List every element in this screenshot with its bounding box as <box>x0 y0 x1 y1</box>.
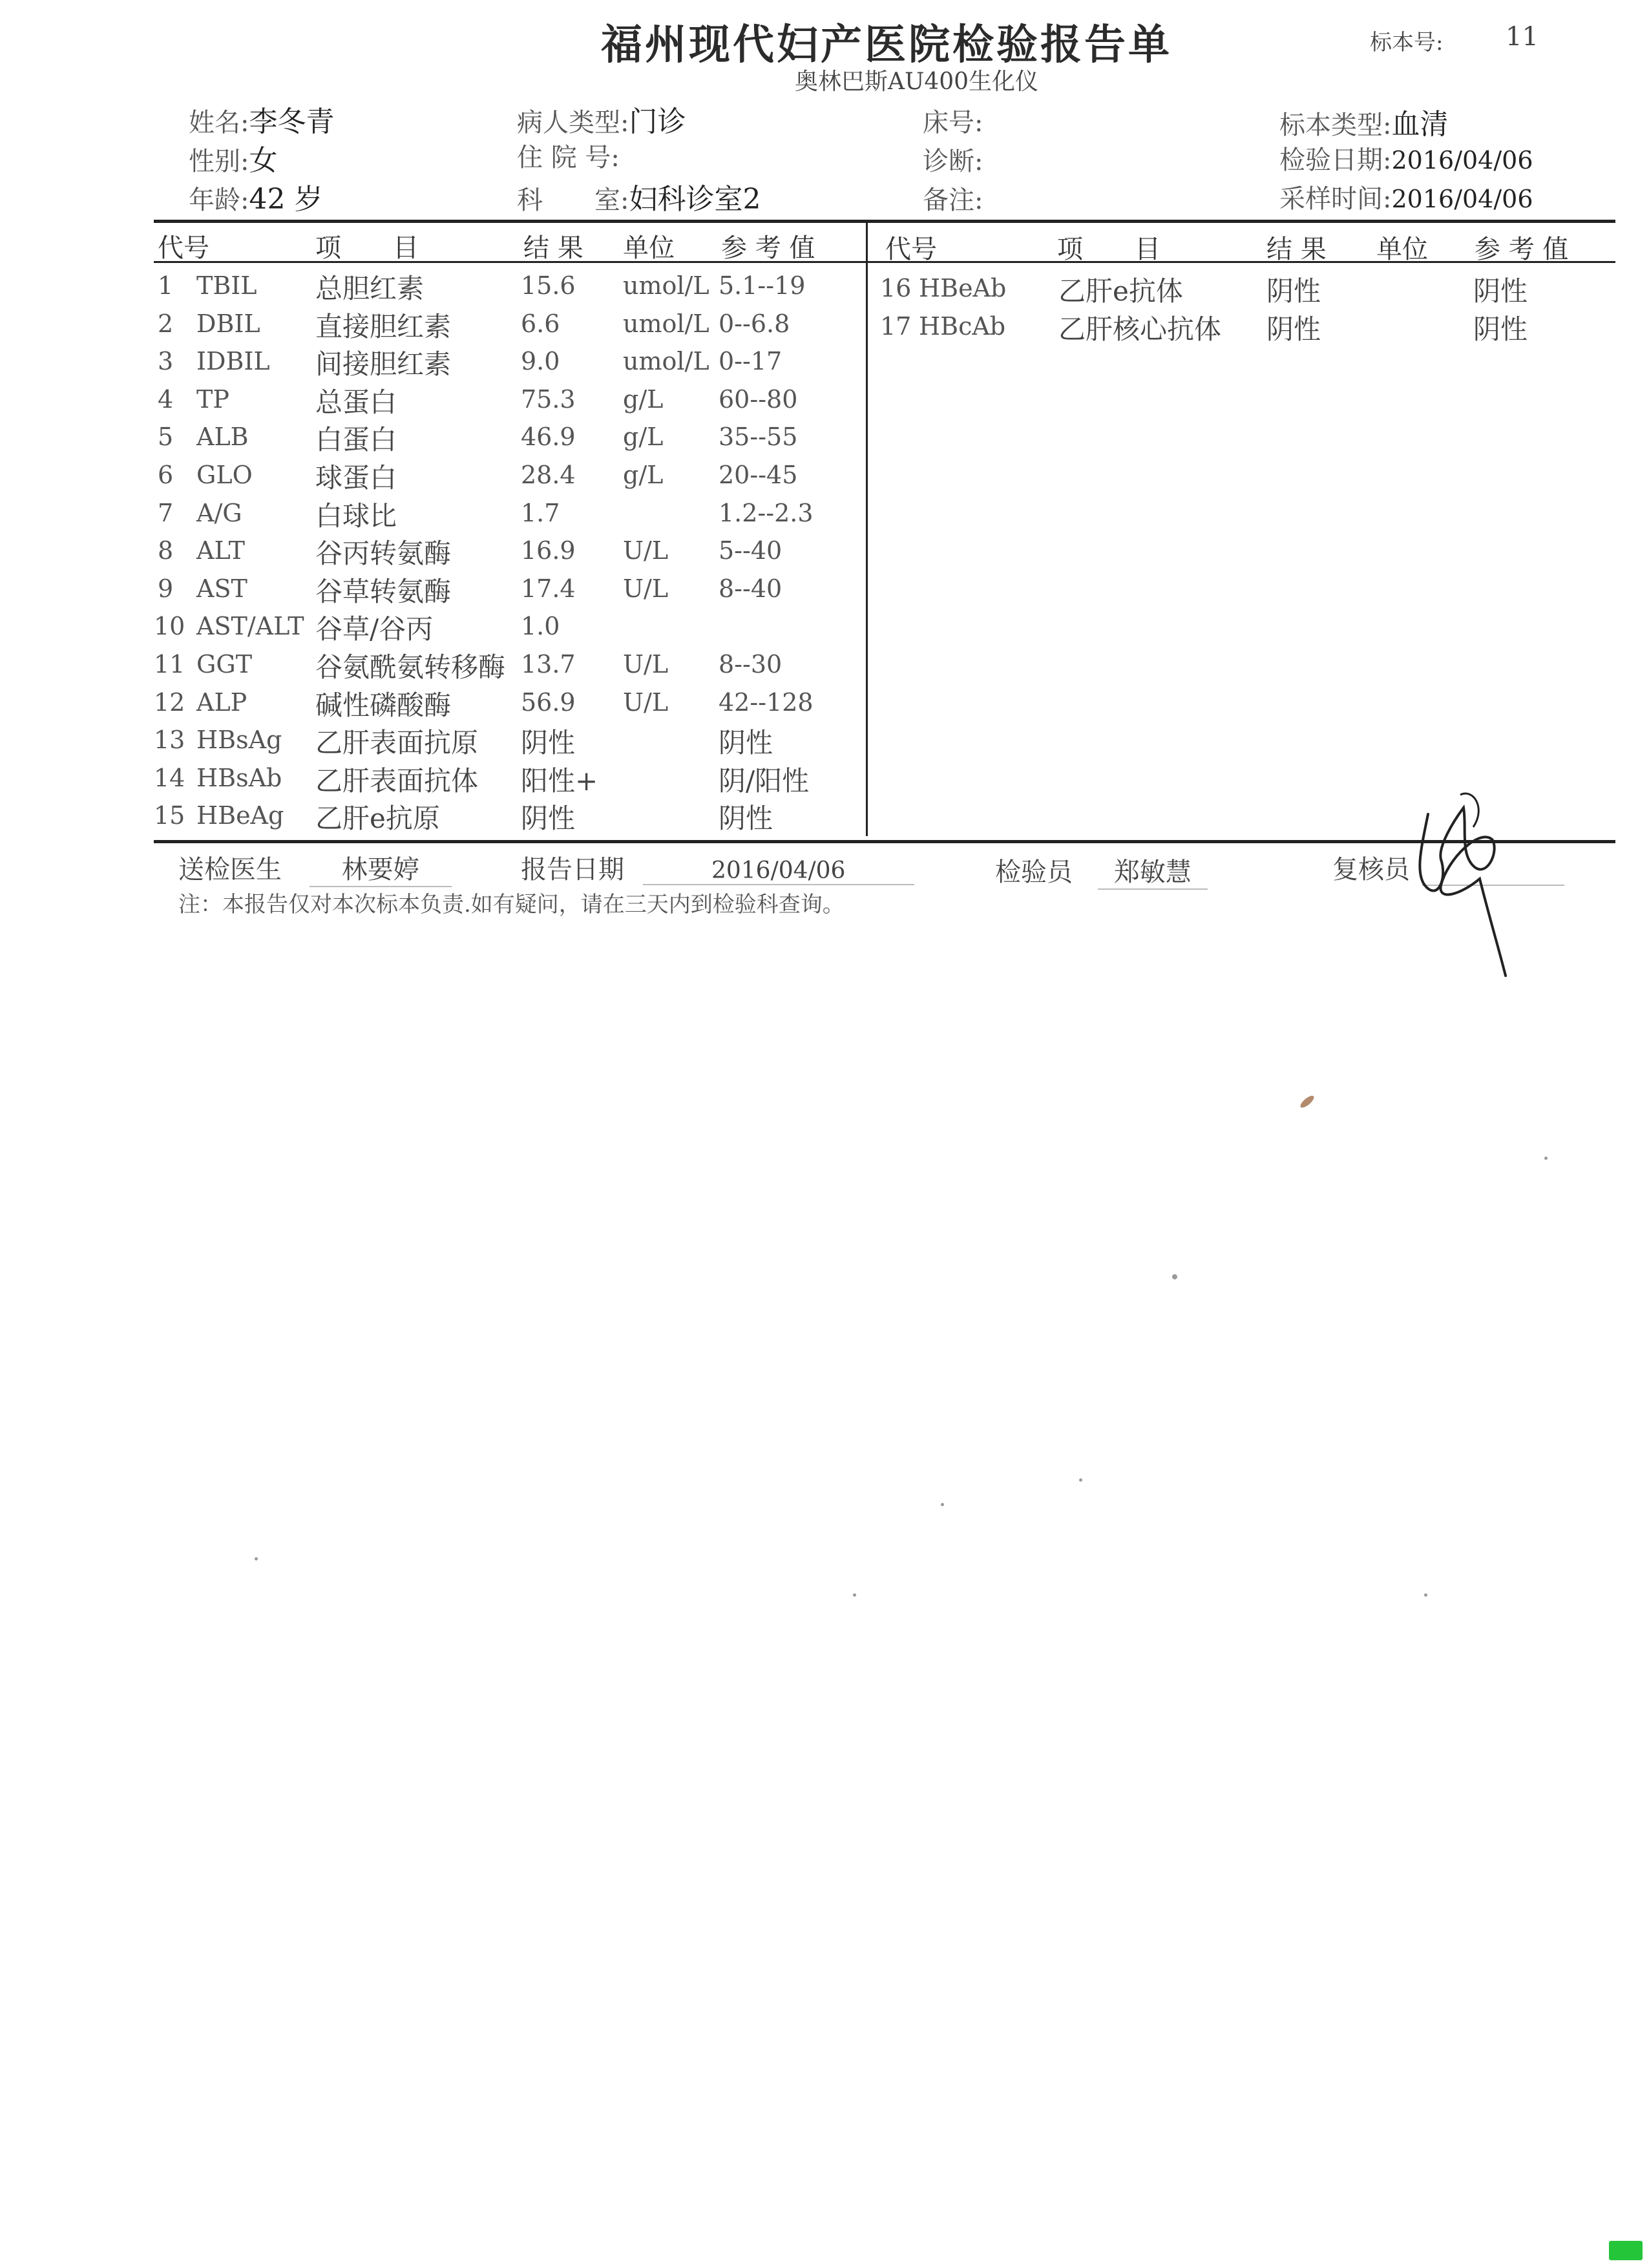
sample-time: 2016/04/06 <box>1391 185 1533 213</box>
row-result: 15.6 <box>521 271 576 300</box>
row-item: 乙肝e抗体 <box>1058 275 1183 307</box>
bed-label: 床号: <box>923 108 983 138</box>
row-code: TP <box>196 384 229 414</box>
row-ref: 阴性 <box>719 727 773 759</box>
row-ref: 60--80 <box>719 384 798 414</box>
row-unit: umol/L <box>623 271 709 300</box>
row-number: 12 <box>154 688 185 717</box>
patient-type-field <box>517 98 686 140</box>
specimen-type-label: 标本类型: <box>1279 110 1392 140</box>
row-ref: 阴性 <box>1473 313 1528 345</box>
header-unit-right: 单位 <box>1376 235 1428 264</box>
row-result: 1.0 <box>521 612 560 641</box>
report-title: 福州现代妇产医院检验报告单 <box>601 21 1172 69</box>
table-top-rule <box>154 220 1615 223</box>
header-item-left: 项 目 <box>315 233 419 263</box>
row-unit: U/L <box>623 650 669 678</box>
row-code: HBsAg <box>196 726 282 755</box>
row-number: 9 <box>158 574 174 603</box>
tester-field <box>995 852 1208 890</box>
department-field <box>517 176 761 217</box>
patient-sex-field <box>189 137 277 178</box>
row-item: 白球比 <box>315 499 397 532</box>
row-item: 白蛋白 <box>315 424 397 456</box>
scan-speck <box>1079 1478 1082 1482</box>
patient-type: 门诊 <box>629 105 686 138</box>
row-item: 乙肝表面抗体 <box>315 764 479 797</box>
row-code: ALP <box>196 688 247 717</box>
patient-name: 李冬青 <box>249 105 335 138</box>
row-number: 11 <box>154 650 185 678</box>
row-unit: g/L <box>623 461 664 489</box>
bed-field <box>923 102 983 139</box>
row-number: 2 <box>158 309 174 338</box>
row-code: HBcAb <box>919 311 1006 341</box>
report-note: 注：本报告仅对本次标本负责.如有疑问，请在三天内到检验科查询。 <box>178 892 845 918</box>
row-number: 10 <box>154 612 185 641</box>
row-unit: U/L <box>623 536 669 565</box>
row-number: 3 <box>158 347 174 376</box>
row-ref: 1.2--2.3 <box>719 498 814 527</box>
row-item: 乙肝e抗原 <box>315 803 440 835</box>
row-unit: g/L <box>623 384 664 414</box>
scan-speck <box>1544 1157 1548 1160</box>
department-label: 科 室: <box>517 185 629 215</box>
inpatient-no-field <box>517 137 620 174</box>
row-ref: 42--128 <box>719 688 814 717</box>
row-unit: U/L <box>623 688 669 717</box>
remark-field <box>923 180 983 216</box>
patient-sex-label: 性别: <box>189 147 249 176</box>
row-number: 8 <box>158 536 174 565</box>
tester-label: 检验员 <box>995 857 1073 887</box>
scan-speck <box>1172 1274 1177 1279</box>
row-code: AST <box>196 574 247 603</box>
test-date: 2016/04/06 <box>1391 146 1533 174</box>
row-code: GGT <box>196 650 253 678</box>
row-result: 13.7 <box>521 650 576 678</box>
row-number: 1 <box>158 271 174 300</box>
department: 妇科诊室2 <box>629 183 761 216</box>
row-result: 9.0 <box>521 347 560 376</box>
row-ref: 8--30 <box>719 650 782 678</box>
corner-badge <box>1609 2241 1643 2260</box>
row-result: 阴性 <box>521 727 576 759</box>
row-result: 17.4 <box>521 574 576 603</box>
row-number: 5 <box>158 423 174 452</box>
scan-speck <box>1299 1094 1316 1109</box>
row-code: GLO <box>196 461 253 489</box>
row-ref: 5--40 <box>719 536 782 565</box>
row-result: 28.4 <box>521 461 576 489</box>
scan-speck <box>1424 1593 1427 1597</box>
row-code: DBIL <box>196 309 260 338</box>
row-result: 75.3 <box>521 384 576 414</box>
doctor-label: 送检医生 <box>178 855 282 885</box>
row-item: 谷氨酰氨转移酶 <box>315 651 506 683</box>
row-code: HBeAg <box>196 801 284 830</box>
inpatient-no-label: 住 院 号: <box>517 143 620 173</box>
row-ref: 阴性 <box>719 803 773 835</box>
row-item: 总胆红素 <box>315 273 425 304</box>
row-result: 1.7 <box>521 498 560 527</box>
specimen-no-label: 标本号: <box>1370 30 1444 56</box>
row-code: ALT <box>196 536 245 565</box>
patient-age-field <box>189 176 322 217</box>
diagnosis-field <box>923 141 983 178</box>
report-date-field <box>521 849 914 886</box>
row-code: ALB <box>196 423 249 452</box>
row-ref: 阴性 <box>1473 275 1528 307</box>
reviewer-signature <box>1402 782 1531 982</box>
row-result: 46.9 <box>521 423 576 452</box>
row-number: 17 <box>880 311 912 341</box>
instrument-name: 奥林巴斯AU400生化仪 <box>795 68 1039 95</box>
row-result: 阴性 <box>1266 275 1321 307</box>
row-result: 16.9 <box>521 536 576 565</box>
row-item: 碱性磷酸酶 <box>315 689 452 721</box>
row-unit: g/L <box>623 423 664 452</box>
sample-time-field <box>1279 178 1533 215</box>
row-number: 16 <box>880 274 912 302</box>
row-ref: 20--45 <box>719 461 798 489</box>
scan-speck <box>255 1557 258 1560</box>
patient-name-label: 姓名: <box>189 108 249 138</box>
sample-time-label: 采样时间: <box>1279 184 1392 214</box>
row-unit: umol/L <box>623 347 709 376</box>
patient-name-field <box>189 98 334 140</box>
header-code-right: 代号 <box>885 235 937 264</box>
row-ref: 阴/阳性 <box>719 764 810 797</box>
row-number: 13 <box>154 726 185 755</box>
row-item: 直接胆红素 <box>315 310 452 342</box>
row-ref: 35--55 <box>719 423 798 452</box>
patient-sex: 女 <box>249 144 278 177</box>
specimen-type-field <box>1279 101 1448 142</box>
row-item: 谷丙转氨酶 <box>315 538 452 570</box>
row-item: 谷草/谷丙 <box>315 613 434 646</box>
test-date-label: 检验日期: <box>1279 145 1392 175</box>
row-number: 15 <box>154 801 185 830</box>
header-result-right: 结 果 <box>1266 235 1327 264</box>
row-ref: 0--6.8 <box>719 309 790 338</box>
row-code: AST/ALT <box>196 612 304 641</box>
patient-age: 42 岁 <box>249 183 323 216</box>
row-item: 谷草转氨酶 <box>315 575 452 607</box>
row-result: 56.9 <box>521 688 576 717</box>
row-result: 阴性 <box>1266 313 1321 345</box>
scan-speck <box>941 1503 944 1506</box>
row-number: 7 <box>158 498 174 527</box>
header-ref-right: 参 考 值 <box>1475 235 1569 264</box>
tester-name: 郑敏慧 <box>1098 852 1208 890</box>
row-code: A/G <box>196 498 242 527</box>
row-code: HBsAb <box>196 763 282 792</box>
row-result: 6.6 <box>521 309 560 338</box>
row-result: 阴性 <box>521 803 576 835</box>
row-item: 乙肝核心抗体 <box>1058 313 1222 345</box>
row-unit: umol/L <box>623 309 709 338</box>
row-item: 总蛋白 <box>315 386 397 418</box>
row-item: 乙肝表面抗原 <box>315 727 479 759</box>
report-date-label: 报告日期 <box>521 855 624 885</box>
table-column-divider <box>866 221 868 836</box>
scan-speck <box>853 1593 856 1597</box>
header-item-right: 项 目 <box>1057 235 1161 264</box>
header-unit-left: 单位 <box>623 233 675 263</box>
patient-type-label: 病人类型: <box>517 108 629 138</box>
patient-age-label: 年龄: <box>189 185 249 215</box>
reviewer-label: 复核员 <box>1332 855 1410 885</box>
row-unit: U/L <box>623 574 669 603</box>
row-number: 4 <box>158 384 174 414</box>
doctor-field <box>178 849 452 887</box>
specimen-no-value: 11 <box>1506 22 1539 52</box>
row-ref: 5.1--19 <box>719 271 806 300</box>
specimen-type: 血清 <box>1391 108 1449 141</box>
row-number: 14 <box>154 763 185 792</box>
row-item: 间接胆红素 <box>315 348 452 381</box>
doctor-name: 林要婷 <box>310 849 452 887</box>
row-item: 球蛋白 <box>315 462 397 494</box>
report-date: 2016/04/06 <box>643 857 914 885</box>
remark-label: 备注: <box>923 185 983 215</box>
diagnosis-label: 诊断: <box>923 147 983 176</box>
row-code: HBeAb <box>919 274 1007 302</box>
header-result-left: 结 果 <box>523 233 583 263</box>
row-result: 阳性+ <box>521 764 598 797</box>
table-bottom-rule <box>154 840 1615 843</box>
row-ref: 8--40 <box>719 574 782 603</box>
header-ref-left: 参 考 值 <box>721 233 815 263</box>
header-code-left: 代号 <box>158 233 209 263</box>
row-ref: 0--17 <box>719 347 782 376</box>
row-code: TBIL <box>196 271 257 300</box>
test-date-field <box>1279 140 1533 176</box>
row-number: 6 <box>158 461 174 489</box>
row-code: IDBIL <box>196 347 270 376</box>
